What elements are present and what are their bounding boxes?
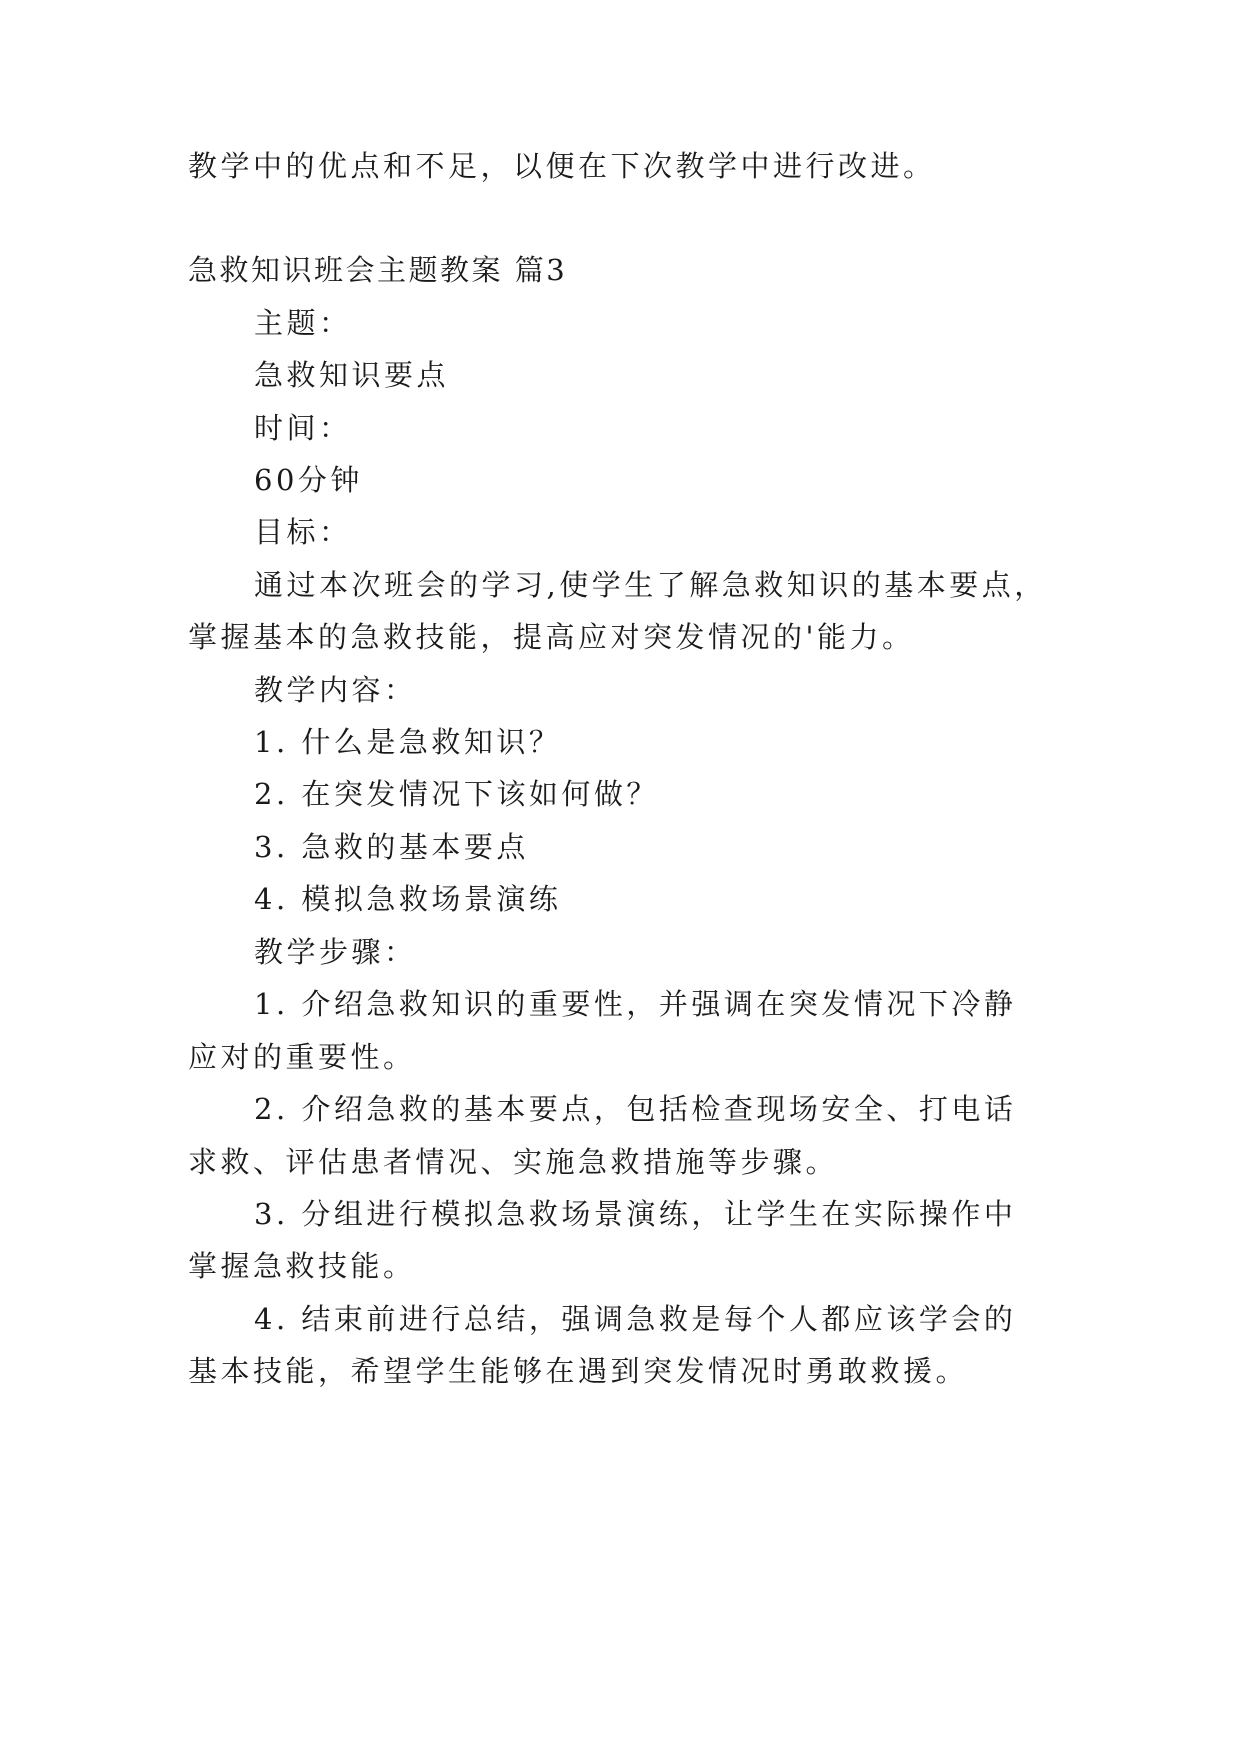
goal-text-line1: 通过本次班会的学习,使学生了解急救知识的基本要点， xyxy=(254,568,1047,602)
goal-text-line2: 掌握基本的急救技能，提高应对突发情况的'能力。 xyxy=(188,620,915,654)
step-3-line2: 掌握急救技能。 xyxy=(188,1249,416,1283)
step-1-line2: 应对的重要性。 xyxy=(188,1040,416,1074)
content-item: 2. 在突发情况下该如何做？ xyxy=(254,777,659,811)
content-item: 1. 什么是急救知识？ xyxy=(254,725,562,759)
goal-label: 目标： xyxy=(254,515,352,549)
time-label: 时间： xyxy=(254,411,352,445)
time-value: 60分钟 xyxy=(254,463,363,497)
steps-label: 教学步骤： xyxy=(254,935,417,969)
content-item: 3. 急救的基本要点 xyxy=(254,830,529,864)
content-label: 教学内容： xyxy=(254,673,417,707)
step-4-line2: 基本技能，希望学生能够在遇到突发情况时勇敢救援。 xyxy=(188,1354,969,1388)
section-title: 急救知识班会主题教案 篇3 xyxy=(188,253,568,287)
step-4-line1: 4. 结束前进行总结，强调急救是每个人都应该学会的 xyxy=(254,1302,1017,1336)
step-1-line1: 1. 介绍急救知识的重要性，并强调在突发情况下冷静 xyxy=(254,987,1017,1021)
continuation-paragraph: 教学中的优点和不足，以便在下次教学中进行改进。 xyxy=(188,149,936,183)
step-3-line1: 3. 分组进行模拟急救场景演练，让学生在实际操作中 xyxy=(254,1197,1017,1231)
content-item: 4. 模拟急救场景演练 xyxy=(254,882,562,916)
topic-label: 主题： xyxy=(254,306,352,340)
step-2-line2: 求救、评估患者情况、实施急救措施等步骤。 xyxy=(188,1145,839,1179)
topic-value: 急救知识要点 xyxy=(254,358,450,392)
step-2-line1: 2. 介绍急救的基本要点，包括检查现场安全、打电话 xyxy=(254,1092,1017,1126)
